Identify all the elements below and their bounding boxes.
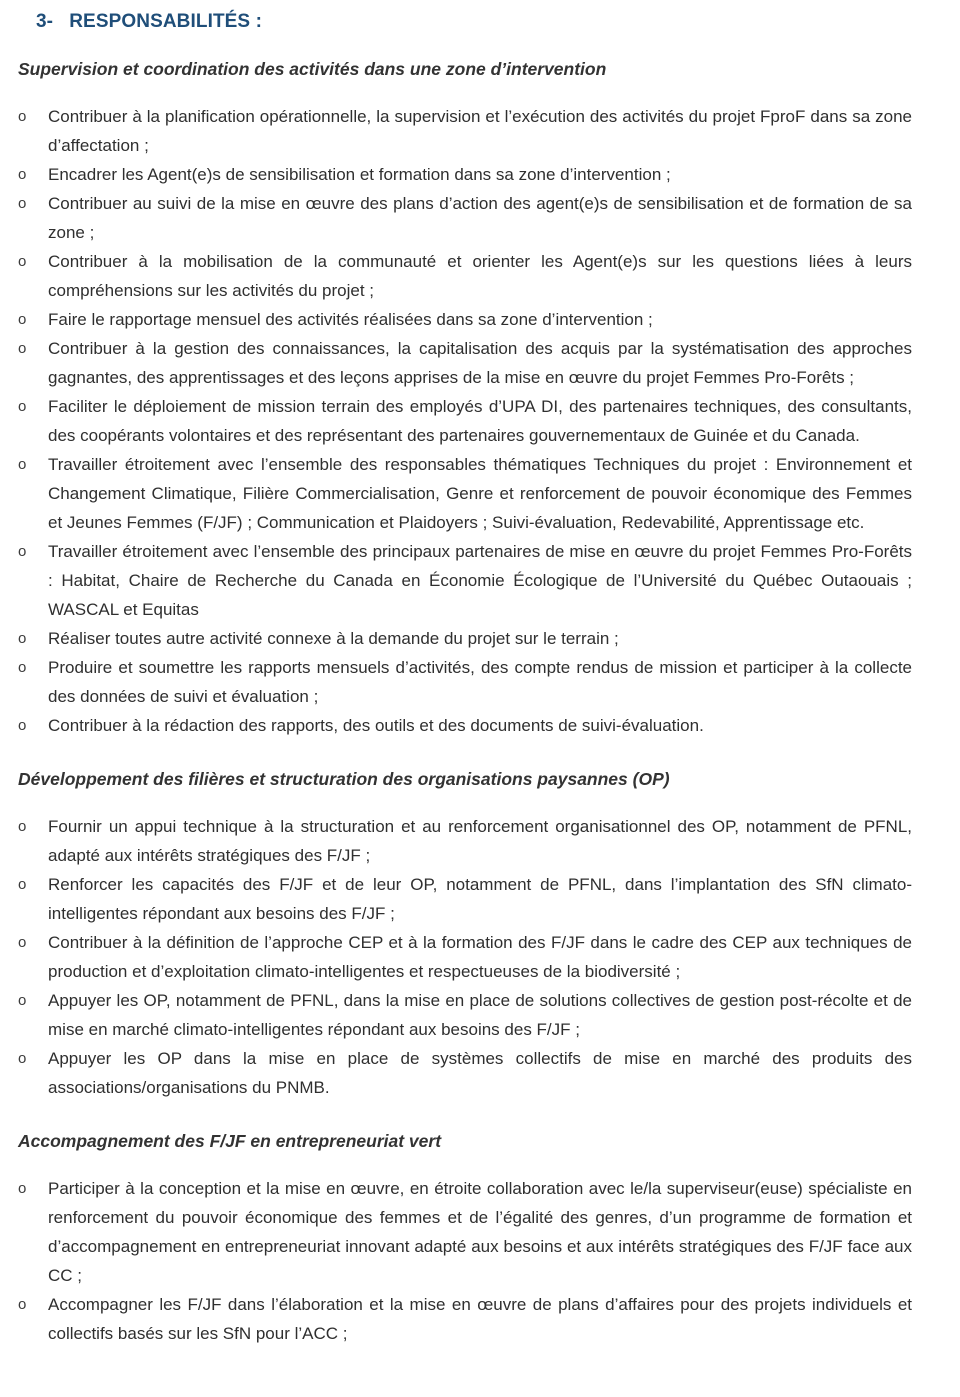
list-item-text: Contribuer à la gestion des connaissances, la capitalisation des acquis par la systématisation des approches gagnantes, des apprentissages et des leçons apprises de la mise en œuvre du projet Femmes Pro-Forêts ; [48, 339, 912, 387]
list-item-text: Produire et soumettre les rapports mensuels d’activités, des compte rendus de mission et participer à la collecte des données de suivi et évaluation ; [48, 658, 912, 706]
list-item [0, 1174, 912, 1290]
list-item-text: Contribuer à la mobilisation de la communauté et orienter les Agent(e)s sur les questions liées à leurs compréhensions sur les activités du projet ; [48, 252, 912, 300]
list-item [0, 1290, 912, 1348]
list-item [0, 1044, 912, 1102]
list-item [0, 102, 912, 160]
list-item-text: Travailler étroitement avec l’ensemble des principaux partenaires de mise en œuvre du projet Femmes Pro-Forêts : Habitat, Chaire de Recherche du Canada en Économie Écologique de l’Université du Québec Outaouais ; WASCAL et Equitas [48, 542, 912, 619]
list-item-text: Appuyer les OP dans la mise en place de systèmes collectifs de mise en marché des produits des associations/organisations du PNMB. [48, 1049, 912, 1097]
subheading-accompagnement-entrepreneuriat: Accompagnement des F/JF en entrepreneuriat vert [18, 1131, 442, 1151]
subheading-supervision-coordination: Supervision et coordination des activités dans une zone d’intervention [18, 59, 607, 79]
list-item [0, 189, 912, 247]
list-item-text: Encadrer les Agent(e)s de sensibilisation et formation dans sa zone d’intervention ; [48, 165, 671, 184]
list-item [0, 653, 912, 711]
list-item [0, 537, 912, 624]
bullet-list-accompagnement [0, 1174, 960, 1348]
list-item [0, 624, 912, 653]
list-item [0, 870, 912, 928]
list-item-text: Contribuer à la définition de l’approche CEP et à la formation des F/JF dans le cadre des CEP aux techniques de production et d’exploitation climato-intelligentes et respectueuses de la biodiversité ; [48, 933, 912, 981]
list-item [0, 305, 912, 334]
list-item [0, 334, 912, 392]
list-item-text: Réaliser toutes autre activité connexe à la demande du projet sur le terrain ; [48, 629, 619, 648]
list-item-text: Faire le rapportage mensuel des activités réalisées dans sa zone d’intervention ; [48, 310, 653, 329]
list-item [0, 812, 912, 870]
page-title: 3- RESPONSABILITÉS : [36, 11, 263, 32]
subheading-developpement-filieres: Développement des filières et structuration des organisations paysannes (OP) [18, 769, 670, 789]
list-item-text: Contribuer au suivi de la mise en œuvre des plans d’action des agent(e)s de sensibilisation et de formation de sa zone ; [48, 194, 912, 242]
bullet-list-supervision [0, 102, 960, 740]
list-item-text: Contribuer à la planification opérationnelle, la supervision et l’exécution des activités du projet FproF dans sa zone d’affectation ; [48, 107, 912, 155]
list-item-text: Travailler étroitement avec l’ensemble des responsables thématiques Techniques du projet : Environnement et Changement Climatique, Filière Commercialisation, Genre et renforcement de pouvoir économique des Femmes et Jeunes Femmes (F/JF) ; Communication et Plaidoyers ; Suivi-évaluation, Redevabilité, Apprentissage etc. [48, 455, 912, 532]
list-item [0, 450, 912, 537]
list-item-text: Contribuer à la rédaction des rapports, des outils et des documents de suivi-évaluation. [48, 716, 704, 735]
list-item-text: Accompagner les F/JF dans l’élaboration et la mise en œuvre de plans d’affaires pour des projets individuels et collectifs basés sur les SfN pour l’ACC ; [48, 1295, 912, 1343]
list-item [0, 247, 912, 305]
document-page [0, 9, 960, 1397]
list-item [0, 392, 912, 450]
list-item [0, 928, 912, 986]
bullet-list-developpement [0, 812, 960, 1102]
list-item-text: Participer à la conception et la mise en œuvre, en étroite collaboration avec le/la superviseur(euse) spécialiste en renforcement du pouvoir économique des femmes et de l’égalité des genres, d’un programme de formation et d’accompagnement en entrepreneuriat innovant adapté aux besoins et aux intérêts stratégiques des F/JF face aux CC ; [48, 1179, 912, 1285]
list-item [0, 160, 912, 189]
list-item-text: Fournir un appui technique à la structuration et au renforcement organisationnel des OP, notamment de PFNL, adapté aux intérêts stratégiques des F/JF ; [48, 817, 912, 865]
list-item-text: Appuyer les OP, notamment de PFNL, dans la mise en place de solutions collectives de gestion post-récolte et de mise en marché climato-intelligentes répondant aux besoins des F/JF ; [48, 991, 912, 1039]
list-item [0, 986, 912, 1044]
list-item-text: Renforcer les capacités des F/JF et de leur OP, notamment de PFNL, dans l’implantation des SfN climato-intelligentes répondant aux besoins des F/JF ; [48, 875, 912, 923]
list-item [0, 711, 912, 740]
list-item-text: Faciliter le déploiement de mission terrain des employés d’UPA DI, des partenaires techniques, des consultants, des coopérants volontaires et des représentant des partenaires gouvernementaux de Guinée et du Canada. [48, 397, 912, 445]
